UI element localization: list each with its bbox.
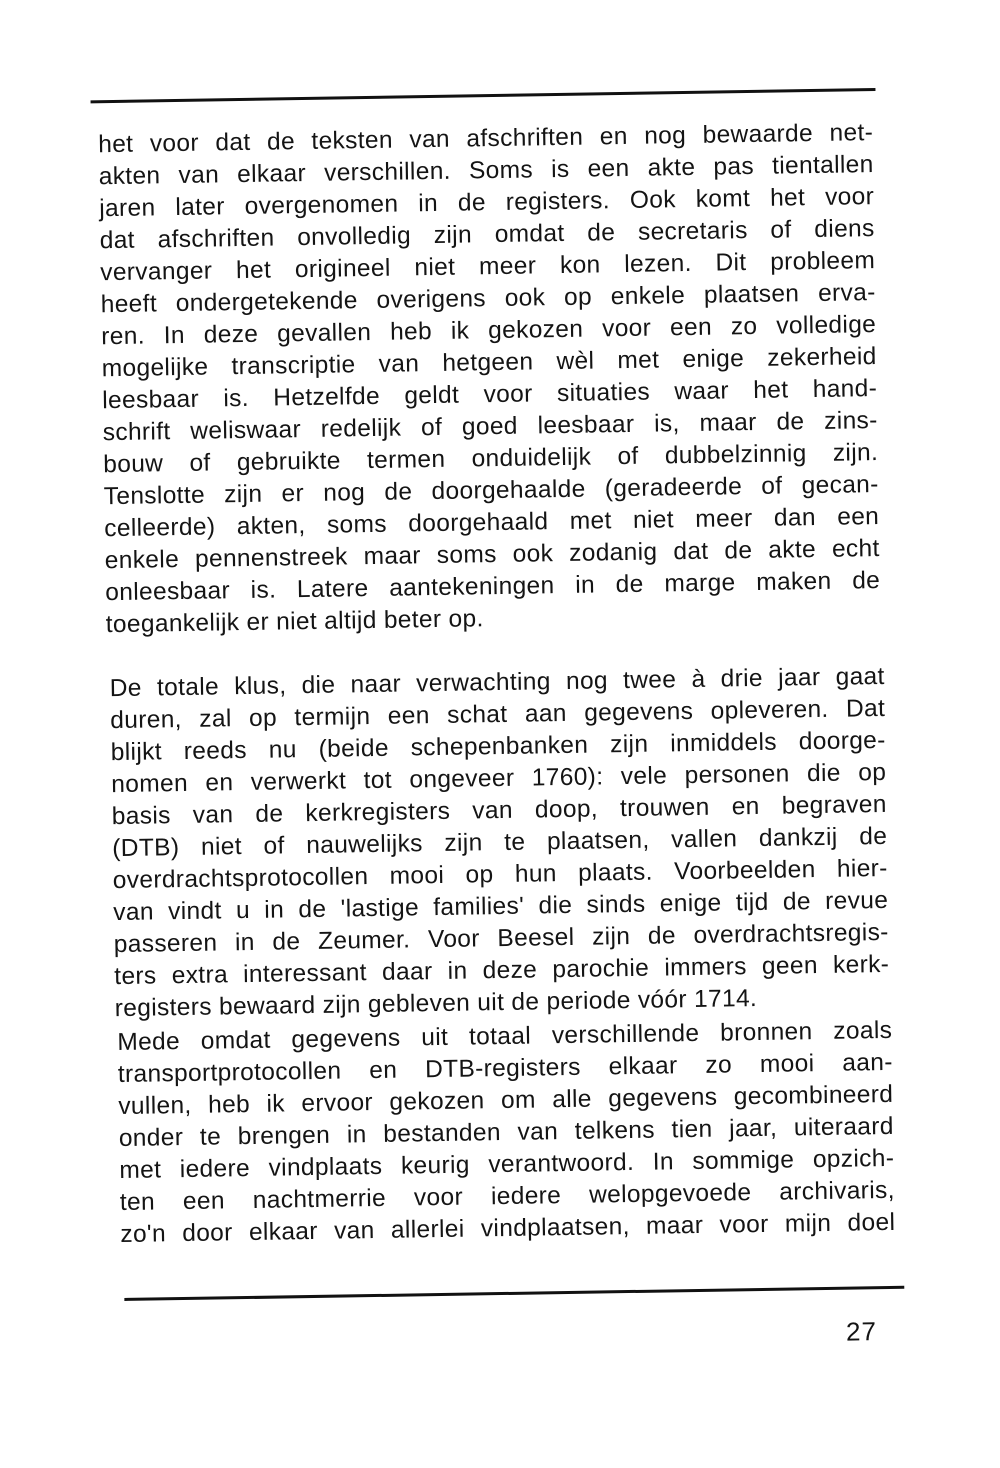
text-line: ters extra interessant daar in deze parochie immers geen kerk- bbox=[114, 950, 890, 991]
bottom-rule bbox=[124, 1286, 904, 1301]
top-rule bbox=[91, 88, 876, 103]
text-line: vervanger het origineel niet meer kon lezen. Dit probleem bbox=[100, 247, 876, 287]
text-line: transportprotocollen en DTB-registers elkaar zo mooi aan- bbox=[117, 1048, 893, 1089]
text-line: enkele pennenstreek maar soms ook zodanig dat de akte echt bbox=[104, 535, 880, 575]
text-line: akten van elkaar verschillen. Soms is een akte pas tientallen bbox=[98, 151, 874, 191]
text-line: basis van de kerkregisters van doop, trouwen en begraven bbox=[111, 790, 887, 831]
text-line: toegankelijk er niet altijd beter op. bbox=[105, 605, 484, 639]
text-line: De totale klus, die naar verwachting nog twee à drie jaar gaat bbox=[109, 662, 885, 703]
text-line: van vindt u in de 'lastige families' die sinds enige tijd de revue bbox=[113, 886, 889, 927]
paragraph-1 bbox=[0, 0, 989, 639]
text-line: Tenslotte zijn er nog de doorgehaalde (geradeerde of gecan- bbox=[103, 471, 879, 511]
text-line: onleesbaar is. Latere aantekeningen in de marge maken de bbox=[105, 567, 881, 607]
text-line: (DTB) niet of nauwelijks zijn te plaatsen, vallen dankzij de bbox=[112, 822, 888, 863]
text-line: schrift weliswaar redelijk of goed leesbaar is, maar de zins- bbox=[102, 407, 878, 447]
text-line: duren, zal op termijn een schat aan gegevens opleveren. Dat bbox=[110, 694, 886, 735]
text-line: celleerde) akten, soms doorgehaald met niet meer dan een bbox=[104, 503, 880, 543]
text-line: bouw of gebruikte termen onduidelijk of dubbelzinnig zijn. bbox=[103, 439, 879, 479]
text-line: ten een nachtmerrie voor iedere welopgevoede archivaris, bbox=[119, 1176, 895, 1217]
text-line: overdrachtsprotocollen mooi op hun plaats. Voorbeelden hier- bbox=[112, 854, 888, 895]
text-line: jaren later overgenomen in de registers. Ook komt het voor bbox=[99, 183, 875, 223]
text-line: mogelijke transcriptie van hetgeen wèl met enige zekerheid bbox=[101, 343, 877, 383]
text-line: dat afschriften onvolledig zijn omdat de secretaris of diens bbox=[99, 215, 875, 255]
page-number: 27 bbox=[845, 1316, 878, 1347]
text-line: ren. In deze gevallen heb ik gekozen voor een zo volledige bbox=[101, 311, 877, 351]
text-line: met iedere vindplaats keurig verantwoord. In sommige opzich- bbox=[119, 1144, 895, 1185]
text-line: nomen en verwerkt tot ongeveer 1760): vele personen die op bbox=[111, 758, 887, 799]
text-line: registers bewaard zijn gebleven uit de periode vóór 1714. bbox=[114, 985, 758, 1023]
text-line: blijkt reeds nu (beide schepenbanken zijn inmiddels doorge- bbox=[110, 726, 886, 767]
text-line: Mede omdat gegevens uit totaal verschillende bronnen zoals bbox=[117, 1016, 893, 1057]
text-line: leesbaar is. Hetzelfde geldt voor situaties waar het hand- bbox=[102, 375, 878, 415]
text-line: onder te brengen in bestanden van telkens tien jaar, uiteraard bbox=[118, 1112, 894, 1153]
text-line: zo'n door elkaar van allerlei vindplaatsen, maar voor mijn doel bbox=[120, 1208, 896, 1249]
text-line: passeren in de Zeumer. Voor Beesel zijn de overdrachtsregis- bbox=[113, 918, 889, 959]
text-line: vullen, heb ik ervoor gekozen om alle gegevens gecombineerd bbox=[118, 1080, 894, 1121]
text-line: heeft ondergetekende overigens ook op enkele plaatsen erva- bbox=[100, 279, 876, 319]
text-line: het voor dat de teksten van afschriften en nog bewaarde net- bbox=[98, 119, 874, 159]
